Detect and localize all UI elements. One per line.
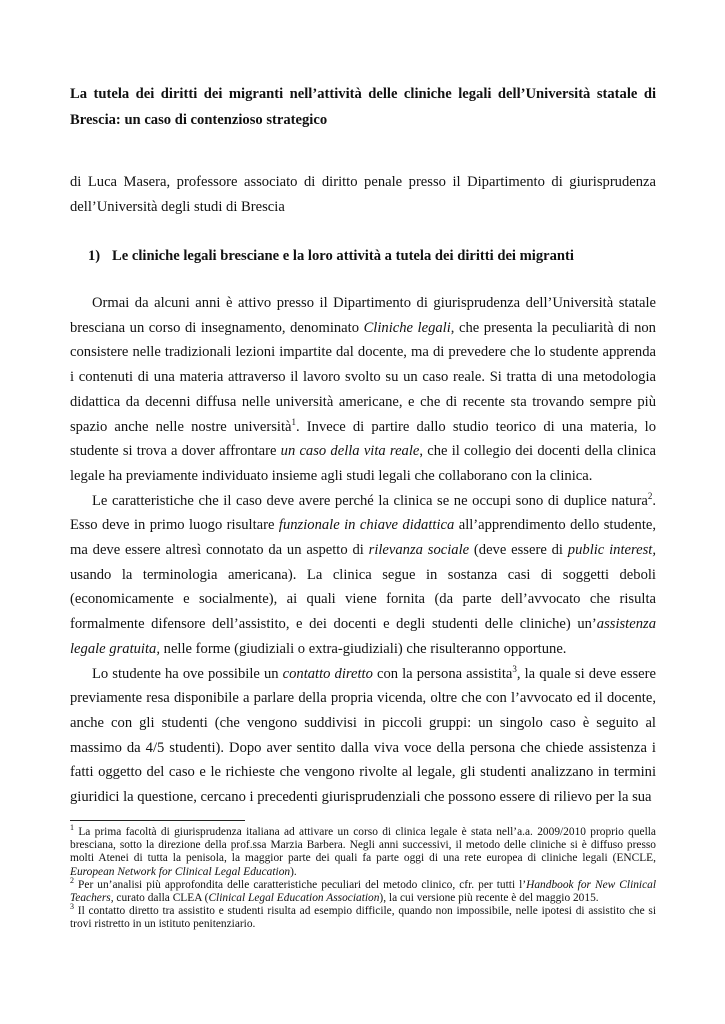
- text-run: con la persona assistita: [372, 665, 513, 682]
- footnote: [70, 823, 656, 879]
- text-run: usando la terminologia americana). La clinica segue in sostanza casi di soggetti deboli (economicamente e socialmente), ai quali viene fornita (da parte dell’avvocato che risulta formalmente difensore dell’assistito, e dei docenti e degli studenti delle cliniche) un’: [70, 566, 656, 633]
- italic-run: assistenza legale gratuita,: [70, 616, 656, 657]
- italic-run: public interest,: [567, 542, 656, 559]
- footnote-number: 3: [70, 902, 74, 912]
- italic-run: Handbook for New Clinical Teachers,: [70, 878, 657, 905]
- footnote-separator: [70, 820, 245, 821]
- text-run: . Esso deve in primo luogo risultare: [70, 492, 656, 534]
- text-run: Per un’analisi più approfondita delle caratteristiche peculiari del metodo clinico, cfr. per tutti l’: [74, 878, 527, 891]
- footnote-ref: 1: [291, 416, 296, 427]
- text-run: curato dalla CLEA (: [113, 892, 209, 905]
- text-run: Le caratteristiche che il caso deve avere perché la clinica se ne occupi sono di duplice natura: [92, 492, 648, 509]
- footnote: [70, 902, 656, 931]
- section-heading: [88, 244, 656, 268]
- footnote-number: 1: [70, 823, 74, 833]
- italic-run: funzionale in chiave didattica: [278, 517, 455, 534]
- paragraph: [70, 489, 656, 662]
- text-run: ).: [290, 865, 297, 878]
- text-run: , la quale si deve essere previamente resa disponibile a parlare della propria vicenda, oltre che con l’avvocato ed il docente, anche con gli studenti (che vengono suddivisi in piccoli gruppi: un singolo caso è seguito al massimo da 4/5 studenti). Dopo aver sentito dalla viva voce della persona che chiede assistenza i fatti oggetto del caso e le richieste che vengono rivolte al legale, gli studenti analizzano in termini giuridici la questione, cercano i precedenti giurisprudenziali che possono essere di rilievo per la sua: [70, 665, 656, 806]
- italic-run: Cliniche legali: [363, 319, 451, 336]
- text-run: all’apprendimento dello studente, ma deve essere altresì connotato da un aspetto di: [70, 517, 656, 559]
- document-page: [70, 82, 656, 810]
- section-title: Le cliniche legali bresciane e la loro attività a tutela dei diritti dei migranti: [112, 248, 574, 264]
- text-run: . Invece di partire dallo studio teorico di una materia, lo studente si trova a dover affrontare: [70, 418, 656, 460]
- italic-run: Clinical Legal Education Association: [208, 892, 380, 905]
- body-text: [70, 291, 656, 810]
- italic-run: European Network for Clinical Legal Education: [70, 865, 291, 878]
- paragraph: [70, 662, 656, 810]
- footnote-ref: 3: [512, 663, 517, 674]
- paragraph: [70, 291, 656, 489]
- text-run: , che il collegio dei docenti della clinica legale ha previamente individuato insieme agli studi legali che collaborano con la clinica.: [70, 443, 656, 484]
- text-run: Lo studente ha ove possibile un: [92, 665, 283, 682]
- text-run: La prima facoltà di giurisprudenza italiana ad attivare un corso di clinica legale è stata nell’a.a. 2009/2010 proprio quella bresciana, sotto la direzione della prof.ssa Marzia Barbera. Negli anni successivi, il metodo delle cliniche si è diffuso presso molti Atenei di tutta la penisola, la maggior parte dei quali fa parte oggi di una rete europea di cliniche legali (ENCLE,: [70, 826, 656, 865]
- document-title: La tutela dei diritti dei migranti nell’attività delle cliniche legali dell’Università statale di Brescia: un caso di contenzioso strategico: [70, 86, 656, 128]
- text-run: Ormai da alcuni anni è attivo presso il Dipartimento di giurisprudenza dell’Università statale bresciana un corso di insegnamento, denominato: [70, 295, 656, 336]
- footnote-ref: 2: [647, 490, 653, 501]
- section-number: 1): [88, 248, 101, 264]
- text-run: nelle forme (giudiziali o extra-giudiziali) che risulteranno opportune.: [160, 640, 567, 657]
- text-run: , che presenta la peculiarità di non consistere nelle tradizionali lezioni impartite dal docente, ma di prevedere che lo studente apprenda i contenuti di una materia attraverso il lavoro svolto su un caso reale. Si tratta di una metodologia didattica da decenni diffusa nelle università americane, e che di recente sta trovando sempre più spazio anche nelle nostre università: [70, 319, 656, 435]
- footnote: [70, 876, 657, 905]
- italic-run: rilevanza sociale: [368, 542, 470, 559]
- italic-run: contatto diretto: [282, 665, 373, 682]
- footnotes: [70, 823, 657, 932]
- text-run: ), la cui versione più recente è del maggio 2015.: [379, 892, 599, 905]
- author-line: di Luca Masera, professore associato di diritto penale presso il Dipartimento di giurisprudenza dell’Università degli studi di Brescia: [70, 174, 656, 215]
- text-run: Il contatto diretto tra assistito e studenti risulta ad esempio difficile, quando non impossibile, nelle ipotesi di assistito che si trovi ristretto in un istituto penitenziario.: [70, 905, 656, 931]
- footnote-number: 2: [70, 876, 74, 886]
- text-run: (deve essere di: [469, 542, 568, 559]
- italic-run: un caso della vita reale: [280, 443, 420, 460]
